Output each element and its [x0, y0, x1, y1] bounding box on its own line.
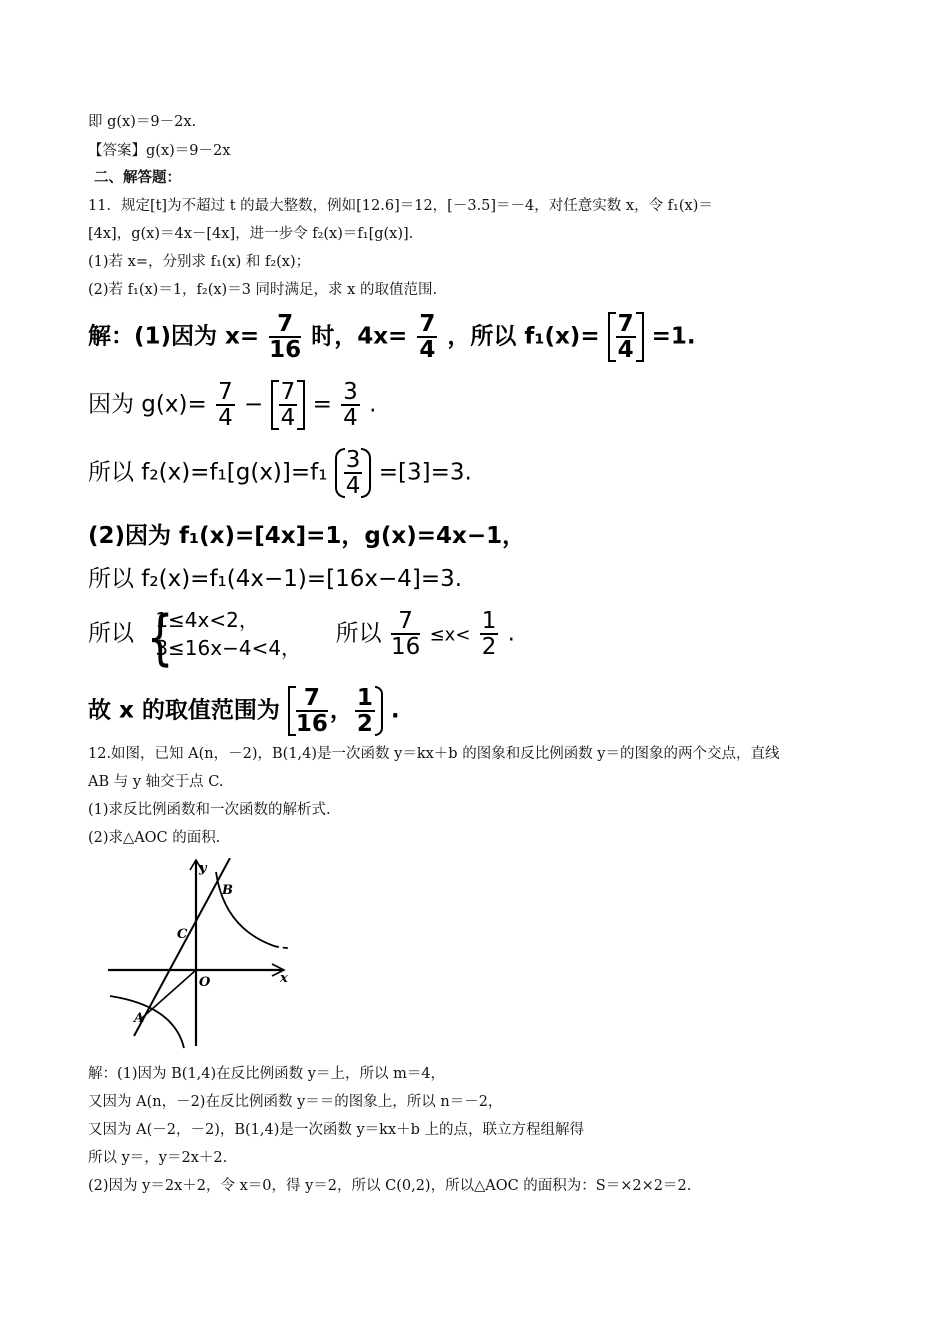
q12-line-4: (2)求△AOC 的面积. [88, 830, 221, 846]
frac-den: 4 [419, 337, 436, 363]
q12-line-2: AB 与 y 轴交于点 C. [88, 774, 224, 790]
q12-line-3: (1)求反比例函数和一次函数的解析式. [88, 802, 331, 818]
label-y: y [199, 861, 207, 876]
solution11-row6 [88, 603, 515, 673]
frac-den: 2 [481, 634, 497, 660]
q11-line-1: 11．规定[t]为不超过 t 的最大整数，例如[12.6]＝12，[－3.5]＝－4，对任意实数 x，令 f₁(x)＝ [88, 198, 713, 214]
text-line: 即 g(x)＝9－2x. [88, 114, 197, 130]
label-o: O [199, 975, 211, 990]
q12-line-1: 12.如图，已知 A(n，－2)，B(1,4)是一次函数 y＝kx＋b 的图象和反比例函数 y＝的图象的两个交点，直线 [88, 746, 780, 762]
sol-text: 因为 g(x)= [88, 391, 207, 418]
brace-icon: { [147, 603, 174, 673]
system-row: 3≤16x−4<4， [155, 636, 302, 660]
frac-den: 16 [269, 337, 302, 363]
sol-text: 所以 [335, 620, 382, 647]
solution11-row2 [88, 380, 376, 430]
s12-line-1: 解：(1)因为 B(1,4)在反比例函数 y＝上，所以 m＝4， [88, 1066, 446, 1082]
s12-line-5: (2)因为 y＝2x＋2，令 x＝0，得 y＝2，所以 C(0,2)，所以△AOC 的面积为：S＝×2×2＝2. [88, 1178, 692, 1194]
section-heading: 二、解答题： [94, 169, 181, 186]
fraction [391, 609, 420, 659]
sol-text: =1. [651, 323, 696, 350]
fraction [480, 609, 499, 659]
sol-text: 所以 [88, 620, 134, 647]
system-row: 1≤4x<2， [155, 608, 259, 632]
sol-text: . [390, 697, 400, 724]
floor-bracket [608, 312, 644, 362]
s12-line-4: 所以 y＝，y＝2x＋2. [88, 1150, 228, 1166]
sol-text: 时，4x= [311, 323, 408, 350]
frac-den: 2 [356, 711, 373, 737]
label-x: x [280, 971, 288, 986]
sol-text: 所以 f₂(x)=f₁[g(x)]=f₁ [88, 459, 328, 486]
frac-num: 7 [218, 379, 233, 405]
frac-num: 7 [617, 311, 634, 337]
frac-den: 4 [218, 405, 233, 431]
sol-text: 故 x 的取值范围为 [88, 697, 280, 724]
sol-text: 解：(1)因为 x= [88, 323, 260, 350]
sol-text: = [312, 391, 332, 418]
frac-num: 3 [343, 379, 358, 405]
fraction [269, 312, 301, 362]
paren-group [335, 448, 372, 498]
hyperbola-branch-2 [110, 996, 184, 1048]
frac-num: 7 [296, 686, 328, 712]
frac-num: 3 [345, 447, 361, 473]
hyperbola-branch-1-dashed [274, 946, 290, 948]
interval [288, 686, 383, 736]
solution11-row4: (2)因为 f₁(x)=[4x]=1，g(x)=4x−1， [88, 523, 526, 549]
function-graph [104, 858, 304, 1050]
label-c: C [177, 927, 188, 942]
frac-num: 7 [419, 311, 436, 337]
frac-den: 16 [295, 711, 328, 737]
frac-den: 4 [343, 405, 358, 431]
solution11-row3 [88, 448, 472, 498]
s12-line-3: 又因为 A(－2，－2)，B(1,4)是一次函数 y＝kx＋b 上的点，联立方程组解得 [88, 1122, 585, 1138]
sol-text: . [369, 391, 377, 418]
sol-text: ≤x< [429, 624, 471, 646]
sol-text: − [244, 391, 264, 418]
frac-num: 1 [356, 685, 373, 711]
label-a: A [134, 1011, 145, 1026]
frac-den: 4 [617, 337, 634, 363]
label-b: B [222, 883, 233, 898]
solution11-row1 [88, 312, 696, 362]
solution11-row7 [88, 686, 400, 736]
frac-num: 7 [280, 379, 296, 405]
q11-line-4: (2)若 f₁(x)＝1，f₂(x)＝3 同时满足，求 x 的取值范围. [88, 282, 438, 298]
q11-line-3: (1)若 x=，分别求 f₁(x) 和 f₂(x)； [88, 254, 311, 270]
fraction [417, 312, 437, 362]
answer-line: 【答案】g(x)＝9－2x [88, 143, 231, 159]
frac-den: 4 [280, 405, 296, 431]
frac-den: 16 [390, 634, 421, 660]
s12-line-2: 又因为 A(n，－2)在反比例函数 y＝＝的图象上，所以 n＝－2， [88, 1094, 503, 1110]
equation-system [141, 603, 302, 673]
line-ab [134, 858, 230, 1036]
fraction [341, 380, 360, 430]
frac-num: 1 [481, 608, 497, 634]
q11-line-2: [4x]，g(x)＝4x－[4x]，进一步令 f₂(x)＝f₁[g(x)]. [88, 226, 414, 242]
sol-text: ，所以 f₁(x)= [447, 323, 600, 350]
solution11-row5: 所以 f₂(x)=f₁(4x−1)=[16x−4]=3. [88, 566, 463, 592]
sol-text: . [507, 620, 515, 647]
fraction [216, 380, 235, 430]
floor-bracket [271, 380, 306, 430]
sol-text: =[3]=3. [378, 459, 472, 486]
frac-num: 7 [269, 312, 301, 338]
sol-text: ， [329, 697, 353, 724]
frac-num: 7 [391, 609, 420, 635]
segment-oa [142, 970, 196, 1018]
frac-den: 4 [345, 473, 361, 499]
